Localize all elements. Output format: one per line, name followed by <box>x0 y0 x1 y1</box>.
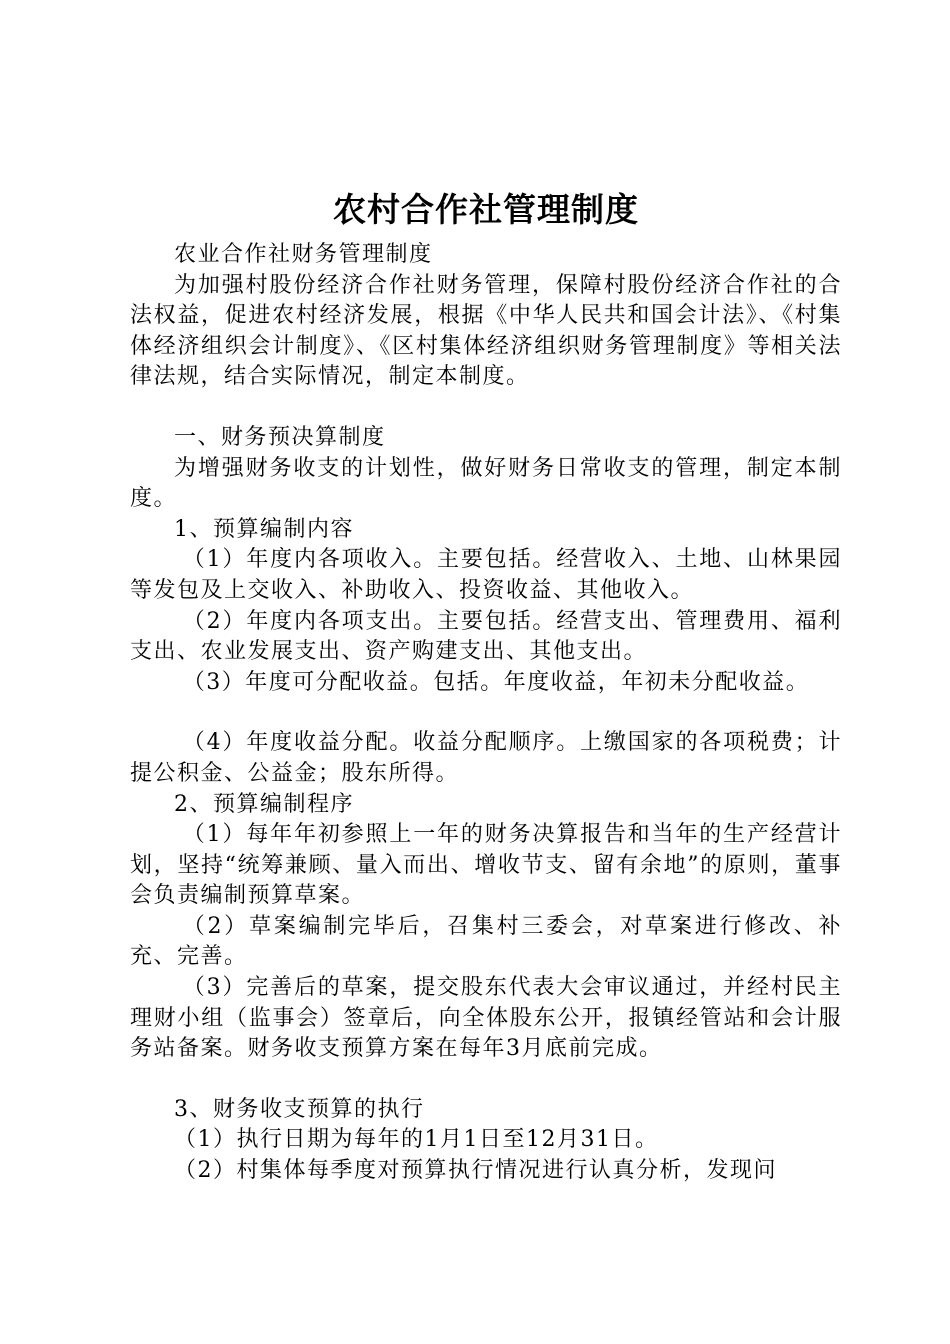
list-item: （2）村集体每季度对预算执行情况进行认真分析，发现问 <box>174 1158 777 1184</box>
section-heading: 一、财务预决算制度 <box>174 424 386 450</box>
paragraph: 为增强财务收支的计划性，做好财务日常收支的管理，制定本制度。 <box>130 455 842 512</box>
document-title: 农村合作社管理制度 <box>333 190 639 229</box>
list-item: （2）草案编制完毕后，召集村三委会，对草案进行修改、补充、完善。 <box>130 913 842 970</box>
list-item: （4）年度收益分配。收益分配顺序。上缴国家的各项税费；计提公积金、公益金；股东所得。 <box>130 730 842 786</box>
list-item: （1）每年年初参照上一年的财务决算报告和当年的生产经营计划，坚持“统筹兼顾、量入而出、增收节支、留有余地”的原则，董事会负责编制预算草案。 <box>130 822 842 909</box>
list-item: （1）年度内各项收入。主要包括。经营收入、土地、山林果园等发包及上交收入、补助收入、投资收益、其他收入。 <box>130 547 842 603</box>
section-heading: 农业合作社财务管理制度 <box>174 242 433 267</box>
list-item: （1）执行日期为每年的1月1日至12月31日。 <box>174 1127 659 1153</box>
subsection-heading: 1、预算编制内容 <box>174 516 354 542</box>
paragraph: 为加强村股份经济合作社财务管理，保障村股份经济合作社的合法权益，促进农村经济发展，根据《中华人民共和国会计法》、《村集体经济组织会计制度》、《区村集体经济组织财务管理制度》等相关法律法规，结合实际情况，制定本制度。 <box>130 272 842 390</box>
subsection-heading: 2、预算编制程序 <box>174 791 354 817</box>
document-page <box>130 180 842 1187</box>
subsection-heading: 3、财务收支预算的执行 <box>174 1096 425 1122</box>
list-item: （3）完善后的草案，提交股东代表大会审议通过，并经村民主理财小组（监事会）签章后，向全体股东公开，报镇经管站和会计服务站备案。财务收支预算方案在每年3月底前完成。 <box>130 975 842 1062</box>
list-item: （3）年度可分配收益。包括。年度收益，年初未分配收益。 <box>182 669 810 695</box>
list-item: （2）年度内各项支出。主要包括。经营支出、管理费用、福利支出、农业发展支出、资产购建支出、其他支出。 <box>130 608 842 665</box>
